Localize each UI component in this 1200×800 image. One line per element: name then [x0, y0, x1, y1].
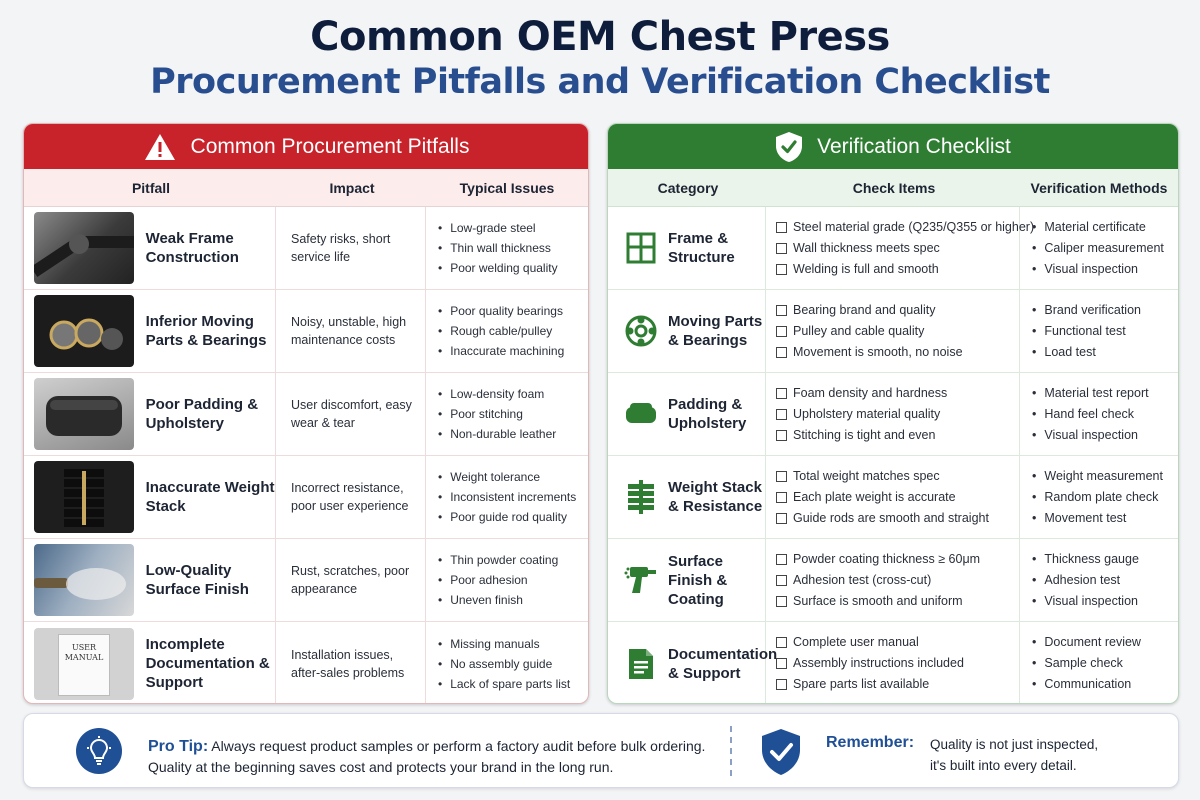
pitfall-impact: Rust, scratches, poor appearance [291, 564, 410, 596]
pitfalls-panel [23, 123, 589, 704]
check-item[interactable] [776, 570, 980, 591]
pro-tip-line2: Quality at the beginning saves cost and protects your brand in the long run. [148, 759, 614, 775]
issue-item: • Poor welding quality [438, 258, 558, 278]
pitfall-row [24, 207, 588, 290]
pitfalls-column-headers [24, 169, 588, 207]
col-issues: Typical Issues [459, 179, 555, 196]
check-label: Stitching is tight and even [793, 427, 936, 442]
check-label: Steel material grade (Q235/Q355 or higher) [793, 219, 1035, 234]
weight-stack-icon [622, 478, 660, 516]
check-label: Complete user manual [793, 635, 919, 649]
method-item: • Visual inspection [1032, 591, 1139, 612]
method-item: • Caliper measurement [1032, 238, 1164, 259]
gear-icon [622, 312, 660, 350]
pro-tip-label: Pro Tip: [148, 738, 209, 755]
category-name: Padding & Upholstery [668, 396, 747, 432]
footer-divider [730, 726, 732, 776]
check-label: Upholstery material quality [793, 406, 941, 421]
document-icon [622, 645, 660, 683]
spray-gun-icon [622, 561, 660, 599]
method-item: • Functional test [1032, 321, 1141, 342]
shield-check-icon [760, 728, 802, 776]
lightbulb-icon [76, 728, 122, 774]
checklist-row [608, 373, 1178, 456]
checkbox[interactable] [776, 222, 787, 233]
pitfall-name: Incomplete Documentation & Support [145, 636, 270, 691]
check-item[interactable] [776, 321, 963, 342]
method-item: • Adhesion test [1032, 570, 1139, 591]
issue-item: • Thin powder coating [438, 550, 558, 570]
method-item: • Visual inspection [1032, 259, 1164, 280]
issue-item: • Poor stitching [438, 404, 556, 424]
issue-item: • Non-durable leather [438, 424, 556, 444]
issue-item: • Low-grade steel [438, 218, 558, 238]
page-subtitle: Procurement Pitfalls and Verification Checklist [150, 62, 1050, 102]
method-item: • Brand verification [1032, 300, 1141, 321]
footer-tip-bar [23, 713, 1179, 788]
issue-item: • Inaccurate machining [438, 341, 564, 361]
checkbox[interactable] [776, 264, 787, 275]
checklist-title: Verification Checklist [817, 134, 1011, 158]
weight-stack-photo [34, 461, 134, 533]
check-item[interactable] [776, 653, 964, 674]
issue-item: • Poor quality bearings [438, 301, 564, 321]
checkbox[interactable] [776, 471, 787, 482]
checkbox[interactable] [776, 305, 787, 316]
remember-text [930, 734, 1150, 776]
pro-tip-line1: Always request product samples or perform a factory audit before bulk ordering. [211, 738, 706, 754]
method-item: • Sample check [1032, 653, 1141, 674]
check-item[interactable] [776, 217, 1034, 238]
checkbox[interactable] [776, 409, 787, 420]
checkbox[interactable] [776, 492, 787, 503]
check-label: Powder coating thickness ≥ 60μm [793, 551, 981, 566]
check-item[interactable] [776, 632, 964, 653]
check-label: Pulley and cable quality [793, 323, 925, 338]
issue-item: • Poor adhesion [438, 570, 558, 590]
check-item[interactable] [776, 591, 980, 612]
method-item: • Document review [1032, 632, 1141, 653]
check-label: Spare parts list available [793, 677, 930, 691]
issue-item: • Uneven finish [438, 590, 558, 610]
checkbox[interactable] [776, 388, 787, 399]
check-label: Movement is smooth, no noise [793, 344, 963, 359]
check-item[interactable] [776, 425, 947, 446]
check-label: Wall thickness meets spec [793, 240, 940, 255]
pitfall-impact: Incorrect resistance, poor user experience [291, 481, 409, 513]
checkbox[interactable] [776, 637, 787, 648]
pitfalls-title: Common Procurement Pitfalls [190, 134, 470, 158]
category-name: Weight Stack & Resistance [668, 479, 763, 515]
category-name: Moving Parts & Bearings [668, 313, 763, 349]
pitfall-name: Inferior Moving Parts & Bearings [145, 313, 267, 349]
method-item: • Communication [1032, 674, 1141, 695]
issue-item: • Weight tolerance [438, 467, 576, 487]
coating-photo [34, 544, 134, 616]
check-item[interactable] [776, 549, 980, 570]
checkbox[interactable] [776, 575, 787, 586]
issue-item: • Rough cable/pulley [438, 321, 564, 341]
method-item: • Material certificate [1032, 217, 1164, 238]
check-label: Guide rods are smooth and straight [793, 510, 989, 525]
frame-icon [622, 229, 660, 267]
checkbox[interactable] [776, 243, 787, 254]
col-pitfall: Pitfall [131, 179, 171, 196]
pitfall-impact: Noisy, unstable, high maintenance costs [291, 315, 407, 347]
remember-line1: Quality is not just inspected, [930, 737, 1099, 752]
check-label: Assembly instructions included [793, 656, 964, 670]
checklist-row [608, 290, 1178, 373]
pitfall-name: Poor Padding & Upholstery [145, 396, 259, 432]
manual-label: USER [71, 642, 97, 652]
pitfall-row [24, 539, 588, 622]
issue-item: • Missing manuals [438, 634, 570, 654]
category-name: Surface Finish & Coating [668, 552, 728, 608]
issue-item: • Lack of spare parts list [438, 674, 570, 694]
check-item[interactable] [776, 238, 1034, 259]
method-item: • Load test [1032, 342, 1141, 363]
issue-item: • Low-density foam [438, 384, 556, 404]
issue-item: • Inconsistent increments [438, 487, 576, 507]
method-item: • Material test report [1032, 383, 1149, 404]
checkbox[interactable] [776, 513, 787, 524]
check-label: Welding is full and smooth [793, 261, 939, 276]
pitfall-impact: User discomfort, easy wear & tear [291, 398, 412, 430]
checkbox[interactable] [776, 679, 787, 690]
col-check-items: Check Items [852, 179, 936, 196]
checklist-row [608, 207, 1178, 290]
check-label: Each plate weight is accurate [793, 489, 956, 504]
remember-label: Remember: [826, 734, 915, 751]
check-item[interactable] [776, 508, 989, 529]
warning-icon [143, 132, 177, 162]
pitfall-name: Low-Quality Surface Finish [145, 562, 249, 598]
check-label: Surface is smooth and uniform [793, 593, 963, 608]
issue-item: • Thin wall thickness [438, 238, 558, 258]
issue-item: • Poor guide rod quality [438, 507, 576, 527]
manual-photo [34, 628, 134, 700]
pitfall-impact: Installation issues, after-sales problems [291, 647, 405, 680]
frame-photo [34, 212, 134, 284]
checkbox[interactable] [776, 596, 787, 607]
checklist-header [608, 124, 1178, 169]
checkbox[interactable] [776, 554, 787, 565]
check-item[interactable] [776, 342, 963, 363]
method-item: • Weight measurement [1032, 466, 1163, 487]
check-item[interactable] [776, 404, 947, 425]
method-item: • Movement test [1032, 508, 1163, 529]
checklist-column-headers [608, 169, 1178, 207]
checklist-row [608, 539, 1178, 622]
checkbox[interactable] [776, 326, 787, 337]
check-label: Foam density and hardness [793, 385, 948, 400]
method-item: • Visual inspection [1032, 425, 1149, 446]
pitfall-name: Weak Frame Construction [145, 230, 239, 266]
check-label: Adhesion test (cross-cut) [793, 572, 932, 587]
check-label: Total weight matches spec [793, 468, 940, 483]
check-item[interactable] [776, 259, 1034, 280]
check-item[interactable] [776, 383, 947, 404]
checklist-row [608, 456, 1178, 539]
remember-line2: it's built into every detail. [930, 758, 1077, 773]
col-category: Category [657, 179, 719, 196]
checklist-panel [607, 123, 1179, 704]
pad-icon [622, 395, 660, 433]
check-item[interactable] [776, 300, 963, 321]
pitfall-name: Inaccurate Weight Stack [145, 479, 275, 515]
pitfall-row [24, 456, 588, 539]
col-impact: Impact [329, 179, 375, 196]
check-label: Bearing brand and quality [793, 302, 936, 317]
checkbox[interactable] [776, 430, 787, 441]
checkbox[interactable] [776, 658, 787, 669]
method-item: • Thickness gauge [1032, 549, 1139, 570]
issue-item: • No assembly guide [438, 654, 570, 674]
checklist-row [608, 622, 1178, 704]
manual-label: MANUAL [64, 652, 104, 662]
pitfalls-header [24, 124, 588, 169]
pitfall-row [24, 290, 588, 373]
check-item[interactable] [776, 487, 989, 508]
category-name: Documentation & Support [668, 645, 778, 682]
padding-photo [34, 378, 134, 450]
method-item: • Random plate check [1032, 487, 1163, 508]
pro-tip-text [148, 736, 748, 778]
shield-check-icon [775, 131, 803, 163]
method-item: • Hand feel check [1032, 404, 1149, 425]
check-item[interactable] [776, 466, 989, 487]
page-title: Common OEM Chest Press [310, 14, 890, 60]
checkbox[interactable] [776, 347, 787, 358]
check-item[interactable] [776, 674, 964, 695]
pitfall-impact: Safety risks, short service life [291, 232, 391, 264]
category-name: Frame & Structure [668, 230, 735, 266]
bearings-photo [34, 295, 134, 367]
col-methods: Verification Methods [1030, 179, 1168, 196]
pitfall-row [24, 622, 588, 704]
pitfall-row [24, 373, 588, 456]
